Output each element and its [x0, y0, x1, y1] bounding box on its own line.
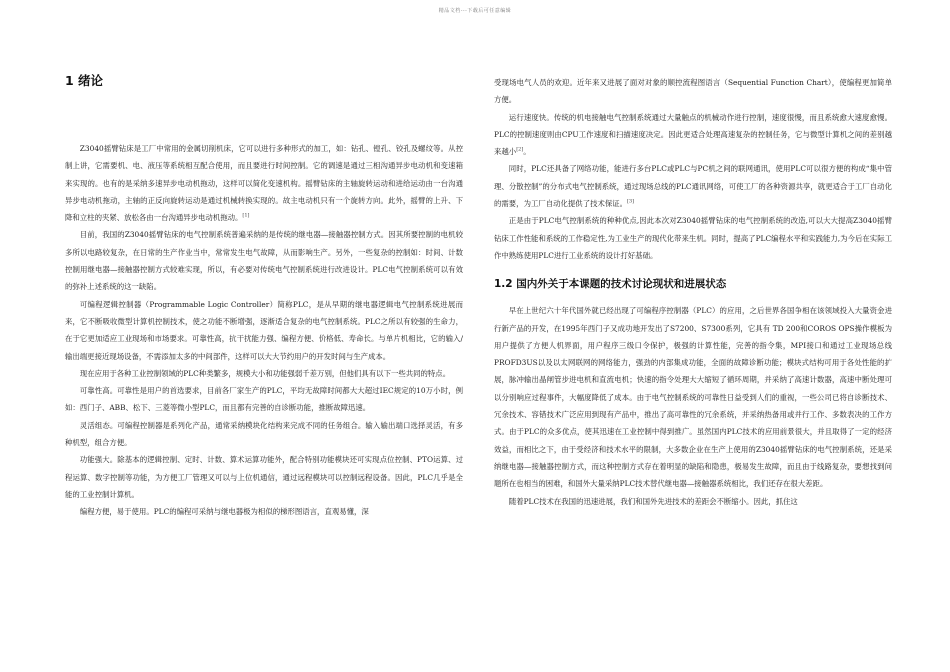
body-paragraph: 灵活组态。可编程控制器是系列化产品，通常采纳模块化结构来完成不同的任务组合。输入输出端口选择灵活，有多种机型，组合方便。 [65, 420, 463, 448]
body-paragraph: 正是由于PLC电气控制系统的种种优点,因此本次对Z3040摇臂钻床的电气控制系统的改造,可以大大提高Z3040摇臂钻床工作性能和系统的工作稳定性,为工业生产的现代化带来生机。同时，提高了PLC编程水平和实践能力,为今后在实际工作中熟练使用PLC进行工业系统的设计打好基础。 [494, 216, 892, 260]
body-paragraph: Z3040摇臂钻床是工厂中常用的金属切削机床，它可以进行多种形式的加工，如：钻孔、镗孔、铰孔及螺纹等。从控制上讲，它需要机、电、液压等系统相互配合使用，而且要进行时间控制。它的调速是通过三相沟通异步电动机和变速箱来实现的。也有的是采纳多速异步电动机拖动，这样可以简化变速机构。摇臂钻床的主轴旋转运动和进给运动由一台沟通异步电动机拖动，主轴的正反向旋转运动是通过机械转换实现的。故主电动机只有一个旋转方向。此外，摇臂的上升、下降和立柱的夹紧、放松各由一台沟通异步电动机拖动。[1] [65, 144, 463, 223]
body-paragraph: 早在上世纪六十年代国外就已经出现了可编程序控制器（PLC）的应用，之后世界各国争相在该领域投入大量资金进行新产品的开发，在1995年西门子又成功地开发出了S7200、S7300系列，它具有 TD 200和COROS OPS操作模板为用户提供了方便人机界面，用户程序三级口令保护，极强的计算性能，完善的指令集，MPI接口和通过工业现场总线PROFD3US以及以太网联网的网络能力，强劲的内部集成功能，全面的故障诊断功能；模块式结构可用于各处性能的扩展，脉冲输出晶闸管步进电机和直流电机；快速的指令处理大大缩短了循环周期，并采纳了高速计数器，高速中断处理可以分别响应过程事件，大幅度降低了成本。由于电气控制系统的可靠性日益受到人们的重视，一些公司已将自诊断技术、冗余技术、容错技术广泛应用到现有产品中，推出了高可靠性的冗余系统，并采纳热备用或并行工作、多数表决的工作方式。由于PLC的众多优点，使其迅速在工业控制中得到推广。虽然国内PLC技术的应用前景很大，并且取得了一定的经济效益，而相比之下，由于受经济和技术水平的限制，大多数企业在生产上使用的Z3040摇臂钻床的电气控制系统，还是采纳继电器—接触器控制方式，而这种控制方式存在着明显的缺陷和隐患，极易发生故障，而且由于线路复杂，要想找到问题所在也相当的困难，和国外大量采纳PLC技术替代继电器—接触器系统相比，我们还存在很大差距。 [494, 306, 892, 489]
body-paragraph: 同时，PLC还具备了网络功能，能进行多台PLC或PLC与PC机之间的联网通讯，使用PLC可以很方便的构成“集中管理、分散控制”的分布式电气控制系统，通过现场总线的PLC通讯网络，可使工厂的各种资源共享，就更适合于工厂自动化的需要，为工厂自动化提供了技术保证。[3] [494, 164, 892, 209]
body-paragraph: 运行速度快。传统的机电接触电气控制系统通过大量触点的机械动作进行控制，速度很慢，而且系统愈大速度愈慢。PLC的控制速度则由CPU工作速度和扫描速度决定。因此更适合处理高速复杂的控制任务，它与微型计算机之间的差别越来越小[2]。 [494, 112, 892, 157]
page-header: 精品文档---下载后可任意编辑 [438, 8, 512, 14]
continued-paragraph: 受现场电气人员的欢迎。近年来又进展了面对对象的顺控流程图语言（Sequential Function Chart），使编程更加简单方便。 [494, 78, 892, 105]
chapter-title: 1 绪论 [65, 73, 104, 88]
chapter-spacer [65, 88, 463, 140]
citation-ref: [1] [242, 212, 250, 219]
body-paragraph: 目前，我国的Z3040摇臂钻床的电气控制系统普遍采纳的是传统的继电器—接触器控制方式。因其所要控制的电机较多所以电路较复杂，在日常的生产作业当中，常常发生电气故障，从而影响生产。另外，一些复杂的控制如：时间、计数控制用继电器—接触器控制方式较难实现，所以，有必要对传统电气控制系统进行改进设计。PLC电气控制系统可以有效的弥补上述系统的这一缺陷。 [65, 230, 463, 292]
citation-ref: [3] [627, 198, 635, 205]
section-heading: 1.2 国内外关于本课题的技术讨论现状和进展状态 [494, 278, 727, 291]
body-paragraph: 功能强大。除基本的逻辑控制、定时、计数、算术运算功能外，配合特别功能模块还可实现点位控制、PTO运算、过程运算、数字控制等功能，为方便工厂管理又可以与上位机通信，通过远程模块可以控制远程设备。因此，PLC几乎是全能的工业控制计算机。 [65, 455, 463, 499]
right-column [494, 74, 892, 510]
citation-ref: [2] [516, 146, 524, 153]
body-paragraph: 编程方便，易于使用。PLC的编程可采纳与继电器极为相似的梯形图语言，直观易懂，深 [79, 507, 369, 517]
body-paragraph: 可靠性高。可靠性是用户的首选要求，目前各厂家生产的PLC，平均无故障时间都大大超过IEC规定的10万小时，例如：西门子、ABB、松下、三菱等微小型PLC，而且都有完善的自诊断功能，推断故障迅速。 [65, 386, 463, 413]
body-paragraph: 现在应用于各种工业控制领域的PLC种类繁多，规模大小和功能强弱千差万别，但他们具有以下一些共同的特点。 [79, 368, 451, 378]
left-column [65, 74, 463, 521]
body-paragraph: 随着PLC技术在我国的迅速进展，我们和国外先进技术的差距会不断缩小。因此，抓住这 [508, 496, 798, 506]
body-paragraph: 可编程逻辑控制器（Programmable Logic Controller）简称PLC，是从早期的继电器逻辑电气控制系统进展而来，它不断吸收微型计算机控制技术，使之功能不断增强，逐渐适合复杂的电气控制系统。PLC之所以有较强的生命力，在于它更加适应工业现场和市场要求。可靠性高，抗干扰能力强、编程方便、价格低、寿命长。与单片机相比，它的输入/输出端更接近现场设备，不需添加太多的中间部件，这样可以大大节约用户的开发时间与生产成本。 [65, 299, 463, 361]
